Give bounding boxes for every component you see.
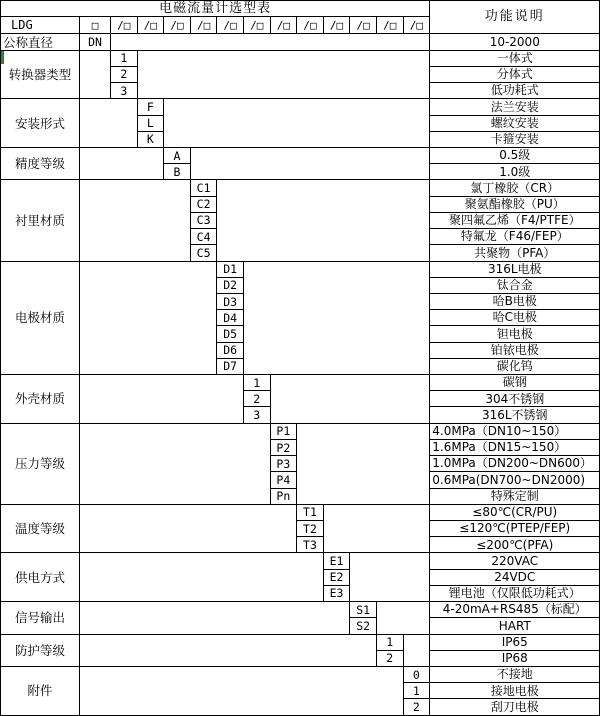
model-prefix: LDG: [1, 17, 80, 34]
code-cell: C5: [190, 245, 217, 261]
code-cell: P3: [270, 456, 297, 472]
category-label-electrode: 电极材质: [1, 261, 80, 375]
category-label-power: 供电方式: [1, 553, 80, 602]
table-title: 电磁流量计选型表: [1, 1, 430, 17]
spacer-cell: [80, 99, 138, 148]
function-cell: 特殊定制: [430, 488, 600, 504]
category-label-converter-type: 转换器类型: [1, 50, 80, 99]
function-cell: ≤80℃(CR/PU): [430, 504, 600, 520]
category-label-protection: 防护等级: [1, 634, 80, 666]
spacer-cell: [80, 50, 111, 99]
category-label-pressure: 压力等级: [1, 423, 80, 504]
function-cell: 4.0MPa（DN10~150）: [430, 423, 600, 439]
code-cell: A: [164, 147, 191, 163]
function-cell: HART: [430, 618, 600, 634]
spacer-cell: [80, 504, 297, 553]
function-cell: 220VAC: [430, 553, 600, 569]
code-cell: Pn: [270, 488, 297, 504]
spacer-cell: [376, 602, 429, 634]
code-cell: K: [137, 131, 164, 147]
code-cell: E3: [323, 585, 350, 601]
spacer-cell: [403, 634, 430, 666]
function-cell: 分体式: [430, 66, 600, 82]
function-cell: 24VDC: [430, 569, 600, 585]
spacer-cell: [80, 261, 217, 375]
function-cell: 刮刀电极: [430, 699, 600, 716]
category-label-housing: 外壳材质: [1, 375, 80, 424]
category-label-accuracy: 精度等级: [1, 147, 80, 179]
code-cell: E1: [323, 553, 350, 569]
function-cell: 氯丁橡胶（CR）: [430, 180, 600, 196]
code-cell: 1: [111, 50, 138, 66]
function-cell: 特氟龙（F46/FEP）: [430, 229, 600, 245]
spacer-cell: [80, 147, 164, 179]
code-box-3: /□: [164, 17, 191, 34]
code-box-6: /□: [243, 17, 270, 34]
function-cell: 聚氨酯橡胶（PU）: [430, 196, 600, 212]
code-cell: P2: [270, 439, 297, 455]
function-cell: 一体式: [430, 50, 600, 66]
code-cell: S1: [350, 602, 377, 618]
function-cell: 卡箍安装: [430, 131, 600, 147]
function-cell: IP68: [430, 650, 600, 666]
spacer-cell: [111, 34, 430, 50]
spacer-cell: [80, 423, 271, 504]
function-cell: 低功耗式: [430, 83, 600, 99]
function-cell: 哈B电极: [430, 293, 600, 309]
code-cell: 3: [243, 407, 270, 423]
function-cell: ≤120℃(PTEP/FEP): [430, 521, 600, 537]
code-box-7: /□: [270, 17, 297, 34]
code-cell: 1: [403, 683, 430, 699]
category-label-mounting: 安装形式: [1, 99, 80, 148]
code-cell: D3: [217, 293, 244, 309]
function-cell: 锂电池（仅限低功耗式）: [430, 585, 600, 601]
function-cell: 1.0级: [430, 164, 600, 180]
code-cell: L: [137, 115, 164, 131]
function-cell: 碳钢: [430, 375, 600, 391]
code-cell: D7: [217, 358, 244, 374]
code-cell: D6: [217, 342, 244, 358]
code-cell: 2: [376, 650, 403, 666]
spacer-cell: [190, 147, 429, 179]
code-cell: 1: [243, 375, 270, 391]
spacer-cell: [217, 180, 430, 261]
code-cell: B: [164, 164, 191, 180]
function-cell: 10-2000: [430, 34, 600, 50]
code-box-8: /□: [297, 17, 324, 34]
code-cell: T3: [297, 537, 324, 553]
category-label-accessories: 附件: [1, 666, 80, 715]
spacer-cell: [80, 180, 191, 261]
code-box-2: /□: [137, 17, 164, 34]
code-cell: 0: [403, 666, 430, 682]
code-cell: 2: [111, 66, 138, 82]
code-cell: C2: [190, 196, 217, 212]
function-cell: IP65: [430, 634, 600, 650]
code-cell: T1: [297, 504, 324, 520]
code-cell: E2: [323, 569, 350, 585]
category-label-signal: 信号输出: [1, 602, 80, 634]
code-cell: 2: [243, 391, 270, 407]
cell-flag-marker: [1, 51, 4, 64]
code-box-9: /□: [323, 17, 350, 34]
function-cell: 1.0MPa（DN200~DN600）: [430, 456, 600, 472]
code-box-1: /□: [111, 17, 138, 34]
function-cell: 0.6MPa(DN700~DN2000): [430, 472, 600, 488]
spacer-cell: [80, 634, 377, 666]
spacer-cell: [80, 602, 350, 634]
function-cell: 316L不锈钢: [430, 407, 600, 423]
code-cell: S2: [350, 618, 377, 634]
function-cell: 4-20mA+RS485（标配）: [430, 602, 600, 618]
category-label-liner: 衬里材质: [1, 180, 80, 261]
function-cell: ≤200℃(PFA): [430, 537, 600, 553]
code-cell: D5: [217, 326, 244, 342]
code-cell: F: [137, 99, 164, 115]
function-cell: 螺纹安装: [430, 115, 600, 131]
function-cell: 共聚物（PFA）: [430, 245, 600, 261]
category-label-diameter: 公称直径: [1, 34, 80, 50]
function-cell: 0.5级: [430, 147, 600, 163]
spacer-cell: [350, 553, 430, 602]
function-cell: 不接地: [430, 666, 600, 682]
code-box-11: /□: [376, 17, 403, 34]
code-box-5: /□: [217, 17, 244, 34]
code-cell: C4: [190, 229, 217, 245]
code-box-dn: □: [80, 17, 111, 34]
code-box-12: /□: [403, 17, 430, 34]
code-cell: D4: [217, 310, 244, 326]
spacer-cell: [297, 423, 430, 504]
function-cell: 316L电极: [430, 261, 600, 277]
spacer-cell: [80, 375, 244, 424]
code-cell: C1: [190, 180, 217, 196]
code-cell-dn: DN: [80, 34, 111, 50]
code-cell: P4: [270, 472, 297, 488]
function-cell: 聚四氟乙烯（F4/PTFE）: [430, 212, 600, 228]
code-cell: 2: [403, 699, 430, 716]
function-cell: 法兰安装: [430, 99, 600, 115]
code-cell: 1: [376, 634, 403, 650]
spacer-cell: [137, 50, 430, 99]
code-cell: 3: [111, 83, 138, 99]
spacer-cell: [270, 375, 430, 424]
spacer-cell: [164, 99, 430, 148]
code-cell: C3: [190, 212, 217, 228]
function-column-header: 功能说明: [430, 1, 600, 34]
code-box-4: /□: [190, 17, 217, 34]
code-cell: P1: [270, 423, 297, 439]
code-cell: T2: [297, 521, 324, 537]
spacer-cell: [80, 553, 324, 602]
category-label-temperature: 温度等级: [1, 504, 80, 553]
function-cell: 钛合金: [430, 277, 600, 293]
code-cell: D2: [217, 277, 244, 293]
spacer-cell: [323, 504, 430, 553]
code-box-10: /□: [350, 17, 377, 34]
function-cell: 钽电极: [430, 326, 600, 342]
function-cell: 1.6MPa（DN15~150）: [430, 439, 600, 455]
function-cell: 304不锈钢: [430, 391, 600, 407]
function-cell: 铂铱电极: [430, 342, 600, 358]
function-cell: 哈C电极: [430, 310, 600, 326]
code-cell: D1: [217, 261, 244, 277]
spacer-cell: [243, 261, 429, 375]
spacer-cell: [80, 666, 404, 715]
function-cell: 碳化钨: [430, 358, 600, 374]
function-cell: 接地电极: [430, 683, 600, 699]
